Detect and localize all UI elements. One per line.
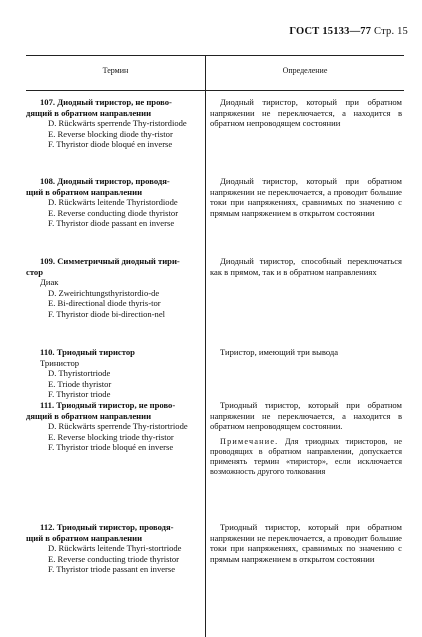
term-english: E. Reverse conducting triode thyristor — [48, 553, 180, 564]
term-number: 107. — [40, 97, 56, 107]
term-english: E. Reverse blocking triode thy-ristor — [48, 431, 174, 442]
term-english: E. Reverse conducting diode thyristor — [48, 207, 179, 218]
term-french: F. Thyristor triode bloqué en inverse — [48, 442, 174, 453]
term-number: 111. — [40, 400, 55, 410]
term-cell — [26, 256, 203, 320]
term-title-line1: Симметричный диодный тири- — [57, 256, 180, 266]
term-title — [26, 522, 203, 543]
term-english: E. Bi-directional diode thyris-tor — [48, 298, 161, 309]
column-header-definition: Определение — [282, 66, 328, 75]
term-title-line2: щий в обратном направлении — [26, 532, 143, 543]
term-german: D. Rückwärts leitende Thyristordiode — [48, 197, 178, 208]
term-english: E. Triode thyristor — [48, 378, 112, 389]
term-cell — [26, 176, 203, 229]
term-english: E. Reverse blocking diode thy-ristor — [48, 128, 173, 139]
term-title-line1: Триодный тиристор, проводя- — [56, 522, 174, 532]
term-definition: Тиристор, имеющий три вывода — [220, 347, 339, 357]
term-cell — [26, 400, 203, 453]
term-german: D. Rückwärts sperrende Thy-ristortriode — [48, 421, 188, 432]
term-number: 112. — [40, 522, 55, 532]
table-top-rule — [26, 55, 404, 56]
term-definition: Триодный тиристор, который при обратном напряжении не переключается, а находится в обратном непроводящем состоянии. — [210, 400, 402, 432]
column-divider — [205, 55, 206, 637]
term-definition: Диодный тиристор, который при обратном напряжении не переключается, а находится в обратном непроводящем состоянии — [210, 97, 402, 129]
term-title — [26, 176, 203, 197]
term-title — [26, 400, 203, 421]
term-french: F. Thyristor triode — [48, 389, 111, 400]
term-german: D. Rückwärts leitende Thyri-stortriode — [48, 543, 182, 554]
term-number: 110. — [40, 347, 55, 357]
term-german: D. Thyristortriode — [48, 368, 111, 379]
term-number: 109. — [40, 256, 56, 266]
term-german: D. Zweirichtungsthyristordio-de — [48, 287, 160, 298]
term-synonym: Диак — [40, 277, 59, 288]
term-french: F. Thyristor diode passant en inverse — [48, 218, 175, 229]
note-text: Для триодных тиристоров, не проводящих в обратном направлении, допускается применять термин «тиристор», если исключается возможность другого толкования — [210, 436, 402, 476]
term-title-line1: Диодный тиристор, проводя- — [57, 176, 170, 186]
column-header-term: Термин — [102, 66, 129, 75]
term-cell — [26, 522, 203, 575]
note-label: Примечание. — [220, 436, 279, 446]
definition-note — [210, 437, 402, 477]
term-title-line2: стор — [26, 266, 43, 277]
term-definition: Диодный тиристор, который при обратном напряжении не переключается, а проводит большие токи при напряжениях, сравнимых по значению с прямым напряжением в открытом состоянии — [210, 176, 402, 218]
term-cell — [26, 97, 203, 150]
term-cell — [26, 347, 203, 400]
term-title-line1: Триодный тиристор — [56, 347, 135, 357]
term-title-line2: щий в обратном направлении — [26, 186, 143, 197]
term-title-line2: дящий в обратном направлении — [26, 410, 152, 421]
term-definition: Диодный тиристор, способный переключаться как в прямом, так и в обратном направлениях — [210, 256, 402, 277]
term-number: 108. — [40, 176, 56, 186]
term-definition-block — [210, 400, 402, 477]
term-title-line2: дящий в обратном направлении — [26, 107, 152, 118]
term-french: F. Thyristor diode bloqué en inverse — [48, 139, 173, 150]
term-french: F. Thyristor triode passant en inverse — [48, 564, 176, 575]
page-number: Стр. 15 — [374, 26, 408, 37]
term-title — [26, 347, 203, 358]
term-title-line1: Диодный тиристор, не прово- — [57, 97, 172, 107]
page-header — [289, 26, 408, 37]
standard-number: ГОСТ 15133—77 — [289, 26, 372, 37]
term-title-line1: Триодный тиристор, не прово- — [56, 400, 176, 410]
term-german: D. Rückwärts sperrende Thy-ristordiode — [48, 118, 187, 129]
term-title — [26, 256, 203, 277]
term-french: F. Thyristor diode bi-direction-nel — [48, 308, 166, 319]
term-title — [26, 97, 203, 118]
term-definition: Триодный тиристор, который при обратном напряжении не переключается, а проводит большие токи при напряжениях, сравнимых по значению с прямым напряжением в открытом состоянии — [210, 522, 402, 564]
term-synonym: Тринистор — [40, 357, 80, 368]
table-header-rule — [26, 90, 404, 91]
